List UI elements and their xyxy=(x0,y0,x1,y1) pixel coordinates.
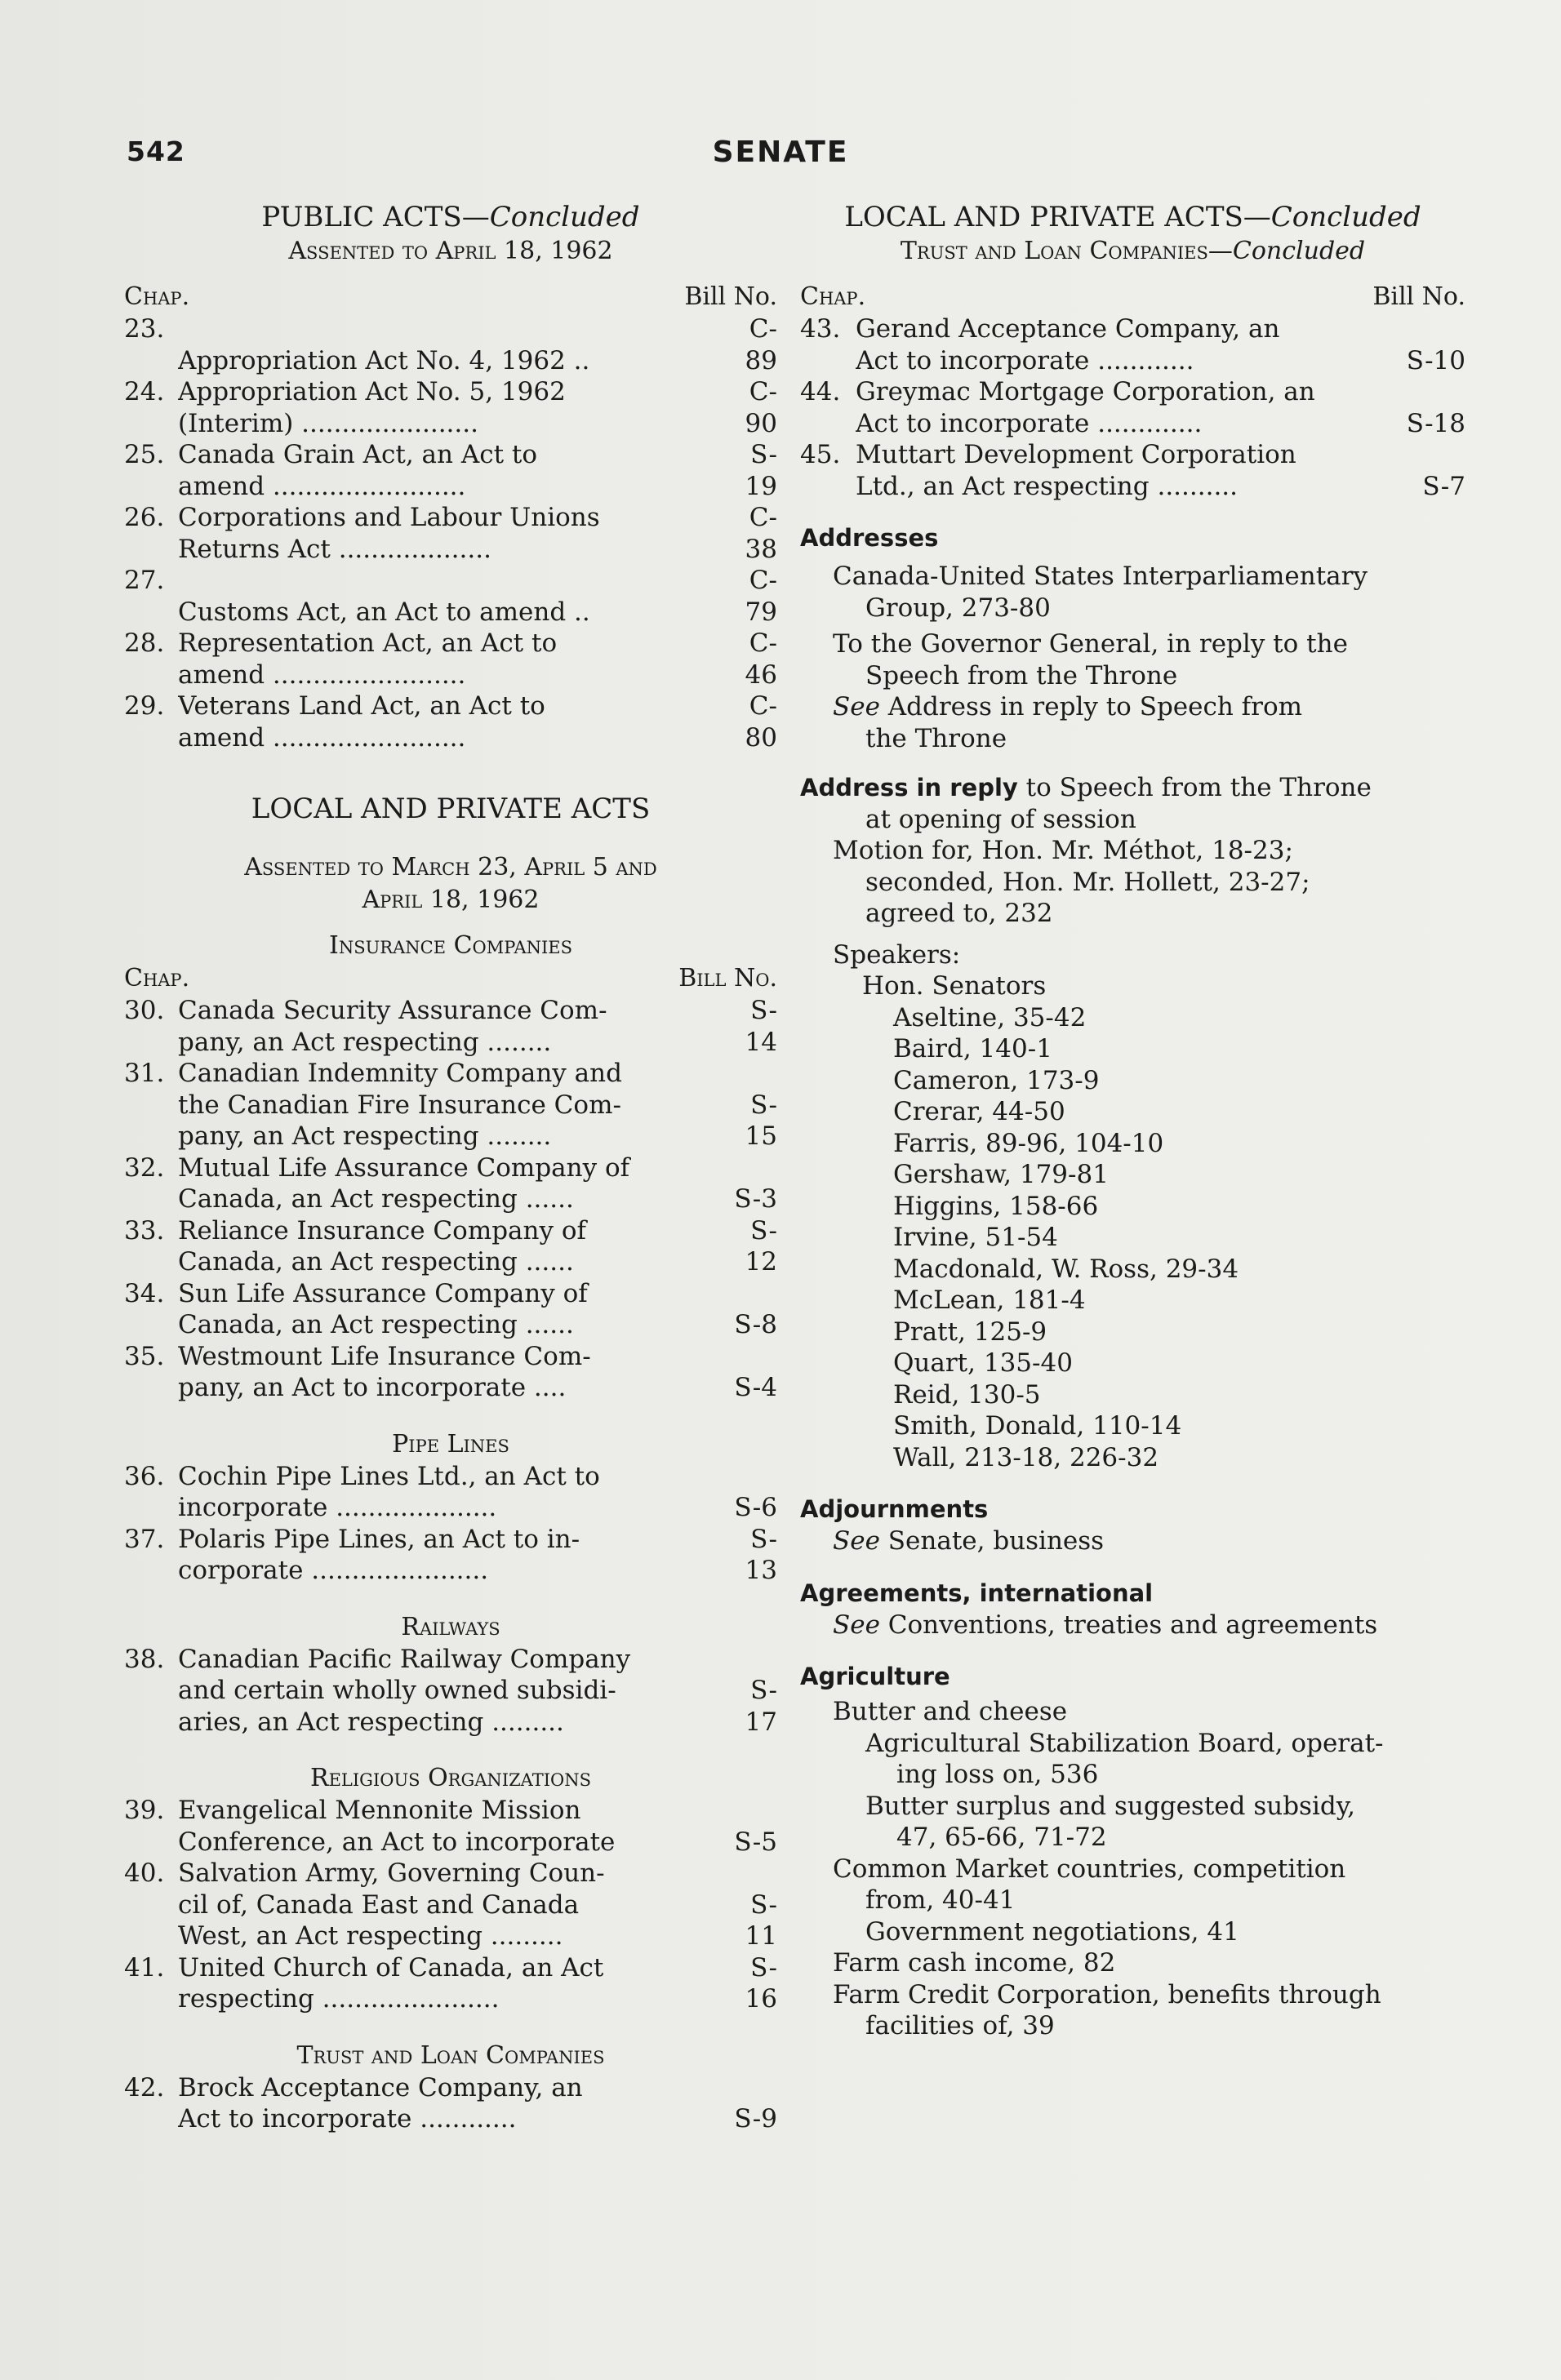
left-column xyxy=(124,199,777,2135)
act-entry xyxy=(124,1152,777,1215)
agriculture-heading: Agriculture xyxy=(800,1663,950,1690)
act-entry xyxy=(124,2072,777,2135)
speaker-item: Quart, 135-40 xyxy=(893,1348,1073,1378)
act-title-line: Canada, an Act respecting ...... xyxy=(178,1247,574,1277)
act-title xyxy=(178,690,720,753)
act-title-line: Act to incorporate ............. xyxy=(856,408,1203,438)
bill-number: S-5 xyxy=(734,1827,777,1857)
running-head: SENATE xyxy=(712,135,849,169)
act-title-line: Reliance Insurance Company of xyxy=(178,1215,587,1246)
act-title-line: corporate ...................... xyxy=(178,1556,489,1585)
gov-negotiations: Government negotiations, 41 xyxy=(865,1916,1239,1947)
act-title-line: Veterans Land Act, an Act to xyxy=(178,691,545,721)
right-column xyxy=(800,199,1465,2042)
chapter-number: 38. xyxy=(124,1644,165,1674)
act-title xyxy=(178,502,720,565)
public-acts-list xyxy=(124,313,777,753)
chapter-number: 24. xyxy=(124,377,165,406)
public-assented: Assented to April 18, 1962 xyxy=(288,237,613,265)
bill-number: S-11 xyxy=(745,1889,777,1951)
hon-senators-label: Hon. Senators xyxy=(862,971,1047,1001)
insurance-column-head: Chap. Bill No. xyxy=(124,964,777,992)
chapter-number: 44. xyxy=(800,377,841,406)
trust-heading: Trust and Loan Companies xyxy=(296,2040,605,2070)
speaker-item: Aseltine, 35-42 xyxy=(893,1002,1087,1032)
bill-number: S-6 xyxy=(734,1493,777,1522)
act-title-line: Appropriation Act No. 5, 1962 xyxy=(178,377,566,406)
act-title-line: Canadian Pacific Railway Company xyxy=(178,1644,631,1674)
act-title-line: Corporations and Labour Unions xyxy=(178,503,600,532)
chapter-number: 35. xyxy=(124,1341,165,1371)
speaker-item: Wall, 213-18, 226-32 xyxy=(893,1442,1159,1472)
act-entry xyxy=(124,1461,777,1524)
trust-acts-concluded-list xyxy=(800,313,1465,502)
act-title-line: amend ........................ xyxy=(178,471,466,501)
bill-number: S-16 xyxy=(745,1952,777,2014)
bill-number: S-17 xyxy=(745,1676,777,1737)
act-entry xyxy=(124,995,777,1058)
chapter-number: 34. xyxy=(124,1278,165,1308)
agreements-see: See Conventions, treaties and agreements xyxy=(833,1610,1378,1640)
bill-number: S-19 xyxy=(745,440,777,501)
act-entry xyxy=(124,1215,777,1278)
chapter-number: 43. xyxy=(800,314,841,344)
act-entry xyxy=(800,313,1465,376)
address-canada-us-2: Group, 273-80 xyxy=(865,593,1051,623)
chapter-number: 36. xyxy=(124,1461,165,1491)
motion-line-3: agreed to, 232 xyxy=(865,899,1053,928)
railways-heading: Railways xyxy=(401,1612,500,1641)
local-acts-title: LOCAL AND PRIVATE ACTS xyxy=(251,793,651,825)
act-title xyxy=(178,345,720,377)
public-column-head: Chap. Bill No. xyxy=(124,282,777,311)
act-title-line: pany, an Act respecting ........ xyxy=(178,1027,552,1057)
act-title-line: amend ........................ xyxy=(178,659,466,690)
common-market-2: from, 40-41 xyxy=(865,1885,1016,1915)
act-title-line: Westmount Life Insurance Com- xyxy=(178,1341,591,1371)
speaker-item: Cameron, 173-9 xyxy=(893,1065,1100,1095)
act-title-line: Brock Acceptance Company, an xyxy=(178,2072,583,2102)
bill-number: S-10 xyxy=(1406,345,1465,375)
act-title-line: Salvation Army, Governing Coun- xyxy=(178,1858,605,1888)
address-governor-1: To the Governor General, in reply to the xyxy=(833,629,1348,659)
speaker-item: Macdonald, W. Ross, 29-34 xyxy=(893,1254,1239,1284)
act-title xyxy=(178,1858,720,1952)
act-title-line: incorporate .................... xyxy=(178,1493,497,1522)
butter-surplus-1: Butter surplus and suggested subsidy, xyxy=(865,1791,1355,1821)
act-entry xyxy=(124,439,777,502)
insurance-acts-list xyxy=(124,995,777,1404)
bill-number: S-7 xyxy=(1422,471,1465,501)
act-title xyxy=(178,1278,720,1341)
act-entry xyxy=(800,439,1465,502)
butter-cheese: Butter and cheese xyxy=(833,1697,1068,1726)
act-title-line: pany, an Act respecting ........ xyxy=(178,1121,552,1151)
ag-stab-2: ing loss on, 536 xyxy=(896,1760,1099,1789)
agreements-heading: Agreements, international xyxy=(800,1579,1154,1607)
act-title-line: Canada Grain Act, an Act to xyxy=(178,440,538,469)
bill-number: S-13 xyxy=(745,1524,777,1585)
trust-acts-list xyxy=(124,2072,777,2135)
act-title-line: Canada, an Act respecting ...... xyxy=(178,1184,574,1214)
speakers-label: Speakers: xyxy=(833,939,961,970)
act-entry xyxy=(124,1524,777,1587)
act-title-line: Mutual Life Assurance Company of xyxy=(178,1152,630,1183)
act-title-line: (Interim) ...................... xyxy=(178,408,478,438)
act-entry xyxy=(124,565,777,628)
local-assented-1: Assented to March 23, April 5 and xyxy=(244,853,657,881)
bill-number: C-79 xyxy=(745,566,777,627)
bill-number: C-89 xyxy=(745,314,777,375)
act-entry xyxy=(124,1278,777,1341)
chapter-number: 45. xyxy=(800,440,841,469)
trust-concluded-heading: Trust and Loan Companies—Concluded xyxy=(900,237,1366,265)
bill-number: C-38 xyxy=(745,503,777,564)
act-title xyxy=(856,439,1392,502)
act-title xyxy=(178,1058,720,1152)
speaker-item: Higgins, 158-66 xyxy=(893,1191,1099,1221)
act-entry xyxy=(124,690,777,753)
bill-number: C-46 xyxy=(745,628,777,690)
act-title xyxy=(178,1461,720,1524)
chapter-number: 25. xyxy=(124,440,165,469)
act-title xyxy=(178,1795,720,1858)
act-title-line: United Church of Canada, an Act xyxy=(178,1952,604,1983)
pipe-lines-heading: Pipe Lines xyxy=(392,1429,509,1459)
railway-acts-list xyxy=(124,1644,777,1738)
bill-number: S-18 xyxy=(1406,408,1465,438)
bill-number: S-14 xyxy=(745,996,777,1057)
address-governor-2: Speech from the Throne xyxy=(865,660,1178,690)
act-title-line: and certain wholly owned subsidi- xyxy=(178,1676,616,1705)
act-title xyxy=(178,439,720,502)
act-entry xyxy=(124,1058,777,1152)
act-title xyxy=(178,628,720,690)
act-title xyxy=(178,376,720,439)
religious-acts-list xyxy=(124,1795,777,2015)
speakers-list xyxy=(800,1002,1465,1474)
common-market-1: Common Market countries, competition xyxy=(833,1854,1346,1884)
speaker-item: McLean, 181-4 xyxy=(893,1285,1086,1315)
speaker-item: Baird, 140-1 xyxy=(893,1034,1052,1063)
act-title-line: Act to incorporate ............ xyxy=(856,345,1194,375)
act-title-line: Customs Act, an Act to amend .. xyxy=(178,597,590,627)
address-in-reply-entry: Address in reply to Speech from the Throne xyxy=(800,773,1372,802)
local-assented-2: April 18, 1962 xyxy=(362,886,540,914)
speaker-item: Pratt, 125-9 xyxy=(893,1317,1047,1347)
public-acts-title: PUBLIC ACTS—Concluded xyxy=(261,201,640,233)
act-title-line: Muttart Development Corporation xyxy=(856,440,1296,469)
bill-number: C-80 xyxy=(745,691,777,753)
speaker-item: Gershaw, 179-81 xyxy=(893,1160,1109,1189)
act-title-line: West, an Act respecting ......... xyxy=(178,1921,563,1951)
act-title-line: pany, an Act to incorporate .... xyxy=(178,1373,567,1402)
bill-number: S-12 xyxy=(745,1215,777,1277)
adjournments-heading: Adjournments xyxy=(800,1495,989,1523)
act-title-line: the Canadian Fire Insurance Com- xyxy=(178,1090,621,1120)
act-entry xyxy=(800,376,1465,439)
speaker-item: Crerar, 44-50 xyxy=(893,1097,1065,1126)
chapter-number: 27. xyxy=(124,566,165,595)
act-title xyxy=(178,1524,720,1587)
chapter-number: 41. xyxy=(124,1952,165,1983)
page-header xyxy=(0,135,1561,176)
act-title-line: Appropriation Act No. 4, 1962 .. xyxy=(178,345,590,375)
addresses-heading: Addresses xyxy=(800,524,939,552)
motion-line-1: Motion for, Hon. Mr. Méthot, 18-23; xyxy=(833,836,1293,865)
speaker-item: Reid, 130-5 xyxy=(893,1379,1041,1410)
chapter-number: 30. xyxy=(124,996,165,1025)
act-entry xyxy=(124,313,777,376)
act-title-line: Ltd., an Act respecting .......... xyxy=(856,471,1239,501)
act-entry xyxy=(124,1858,777,1952)
act-title xyxy=(178,1952,720,2015)
act-title xyxy=(856,376,1392,439)
address-see-2: the Throne xyxy=(865,723,1007,753)
page-number: 542 xyxy=(127,135,185,167)
act-entry xyxy=(124,1341,777,1404)
bill-number: S-15 xyxy=(745,1090,777,1151)
speaker-item: Farris, 89-96, 104-10 xyxy=(893,1128,1164,1158)
act-title-line: Sun Life Assurance Company of xyxy=(178,1278,588,1308)
chapter-number: 33. xyxy=(124,1215,165,1246)
address-see-1: See Address in reply to Speech from xyxy=(833,692,1303,722)
act-entry xyxy=(124,1795,777,1858)
act-title-line: amend ........................ xyxy=(178,722,466,753)
address-canada-us-1: Canada-United States Interparliamentary xyxy=(833,562,1368,591)
butter-surplus-2: 47, 65-66, 71-72 xyxy=(896,1823,1107,1852)
act-title xyxy=(178,2072,720,2135)
act-title-line: Gerand Acceptance Company, an xyxy=(856,314,1280,344)
act-title-line: Greymac Mortgage Corporation, an xyxy=(856,377,1315,406)
chapter-number: 32. xyxy=(124,1152,165,1183)
bill-number: C-90 xyxy=(745,377,777,438)
act-title xyxy=(178,1341,720,1404)
act-entry xyxy=(124,376,777,439)
act-title-line: Canada, an Act respecting ...... xyxy=(178,1310,574,1339)
chapter-number: 37. xyxy=(124,1524,165,1554)
local-acts-concluded-title: LOCAL AND PRIVATE ACTS—Concluded xyxy=(844,201,1421,233)
speaker-item: Irvine, 51-54 xyxy=(893,1223,1058,1252)
trust-column-head: Chap. Bill No. xyxy=(800,282,1465,311)
act-title-line: Act to incorporate ............ xyxy=(178,2104,517,2134)
chapter-number: 40. xyxy=(124,1858,165,1888)
farm-credit-2: facilities of, 39 xyxy=(865,2011,1055,2040)
chapter-number: 28. xyxy=(124,628,165,658)
chapter-number: 23. xyxy=(124,314,165,344)
act-title-line: respecting ...................... xyxy=(178,1984,500,2014)
chapter-number: 39. xyxy=(124,1796,165,1825)
farm-cash: Farm cash income, 82 xyxy=(833,1948,1116,1978)
act-title-line: Canada Security Assurance Com- xyxy=(178,996,607,1025)
act-title xyxy=(178,597,720,628)
act-entry xyxy=(124,1952,777,2015)
act-title-line: aries, an Act respecting ......... xyxy=(178,1707,564,1737)
act-title xyxy=(856,313,1392,376)
act-entry xyxy=(124,628,777,690)
chapter-number: 26. xyxy=(124,503,165,532)
act-title xyxy=(178,1644,720,1738)
act-title xyxy=(178,1152,720,1215)
religious-heading: Religious Organizations xyxy=(310,1764,591,1792)
chapter-number: 31. xyxy=(124,1059,165,1088)
act-entry xyxy=(124,502,777,565)
act-title-line: Polaris Pipe Lines, an Act to in- xyxy=(178,1524,580,1554)
act-title xyxy=(178,995,720,1058)
act-title-line: Cochin Pipe Lines Ltd., an Act to xyxy=(178,1461,600,1491)
pipe-acts-list xyxy=(124,1461,777,1587)
bill-number: S-4 xyxy=(734,1373,777,1402)
bill-number: S-3 xyxy=(734,1184,777,1214)
adjournments-see: See Senate, business xyxy=(833,1526,1105,1556)
chapter-number: 29. xyxy=(124,691,165,721)
act-title-line: Evangelical Mennonite Mission xyxy=(178,1796,581,1825)
chapter-number: 42. xyxy=(124,2072,165,2102)
act-title-line: Conference, an Act to incorporate xyxy=(178,1827,616,1857)
ag-stab-1: Agricultural Stabilization Board, operat- xyxy=(865,1728,1384,1758)
act-title-line: Canadian Indemnity Company and xyxy=(178,1059,622,1088)
farm-credit-1: Farm Credit Corporation, benefits through xyxy=(833,1979,1381,2009)
bill-number: S-9 xyxy=(734,2104,777,2134)
act-entry xyxy=(124,1644,777,1738)
bill-number: S-8 xyxy=(734,1310,777,1339)
insurance-heading: Insurance Companies xyxy=(328,931,573,960)
act-title-line: Returns Act ................... xyxy=(178,534,491,564)
act-title-line: cil of, Canada East and Canada xyxy=(178,1889,580,1920)
address-in-reply-line2: at opening of session xyxy=(865,804,1136,834)
motion-line-2: seconded, Hon. Mr. Hollett, 23-27; xyxy=(865,867,1310,897)
act-title-line: Representation Act, an Act to xyxy=(178,628,558,658)
act-title xyxy=(178,1215,720,1278)
speaker-item: Smith, Donald, 110-14 xyxy=(893,1411,1182,1441)
